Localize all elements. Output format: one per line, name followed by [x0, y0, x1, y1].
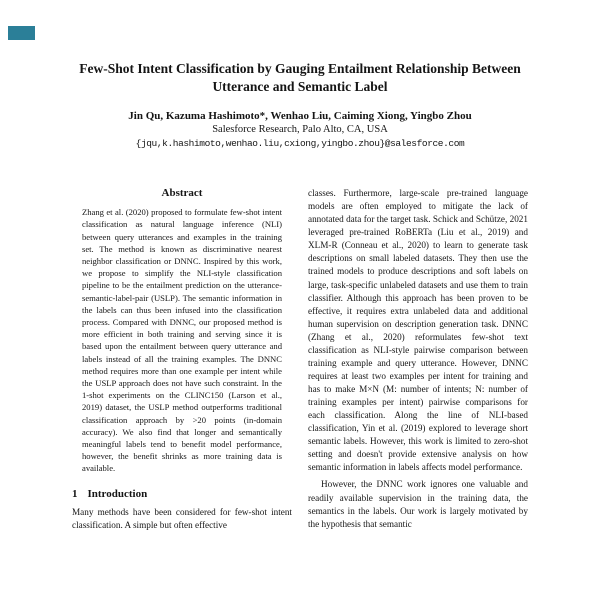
introduction-text: Many methods have been considered for few-shot intent classification. A simple but often effective	[72, 506, 292, 530]
author-emails: {jqu,k.hashimoto,wenhao.liu,cxiong,yingbo.zhou}@salesforce.com	[135, 138, 465, 150]
body-paragraph: However, the DNNC work ignores one valuable and readily available supervision in the training data, the semantics in the labels. Our work is largely motivated by the hypothesis that semantic	[308, 479, 528, 529]
author-list: Jin Qu, Kazuma Hashimoto*, Wenhao Liu, Caiming Xiong, Yingbo Zhou	[128, 110, 472, 123]
abstract-text: Zhang et al. (2020) proposed to formulate few-shot intent classification as natural language inference (NLI) between query utterances and examples in the training set. The method is known as discriminative nearest neighbor classification or DNNC. Inspired by this work, we propose to simplify the NLI-style classification pipeline to be the entailment prediction on the utterance-semantic-label-pair (USLP). The semantic information in the labels can thus been infused into the classification process. Compared with DNNC, our proposed method is more efficient in both training and serving since it is based upon the entailment between query utterance and labels instead of all the training examples. The DNNC method requires more than one example per intent while the USLP approach does not have such constraint. In the 1-shot experiments on the CLINC150 (Larson et al., 2019) dataset, the USLP method outperforms traditional classification approach by >20 points (in-domain accuracy). We also find that longer and semantically meaningful labels tend to benefit model performance, however, the benefit shrinks as more training data is available.	[82, 207, 282, 474]
paper-title: Few-Shot Intent Classification by Gauging Entailment Relationship Between Utterance and Semantic Label	[79, 61, 521, 94]
affiliation: Salesforce Research, Palo Alto, CA, USA	[212, 124, 388, 136]
two-column-body	[0, 187, 600, 532]
corner-badge	[8, 26, 35, 40]
section-number: 1	[72, 487, 78, 500]
section-heading-introduction	[72, 488, 292, 500]
right-column	[308, 187, 528, 532]
section-title: Introduction	[87, 487, 148, 500]
left-column	[72, 187, 292, 532]
abstract-heading: Abstract	[161, 187, 203, 200]
body-paragraph: classes. Furthermore, large-scale pre-trained language models are often employed to mitigate the lack of annotated data for the target task. Schick and Schütze, 2021 leveraged pre-trained RoBERTa (Liu et al., 2019) and XLM-R (Conneau et al., 2020) to learn to generate task descriptions on small labeled datasets. They then use the trained models to produce descriptions and soft labels on large, task-specific unlabeled datasets and use them to train classifier. Although this approach has been proven to be effective, it requires extra unlabeled data and additional human supervision on description generation task. DNNC (Zhang et al., 2020) reformulates few-shot text classification as NLI-style pairwise comparison between training example and query utterance. However, DNNC requires at least two examples per intent for training and has to make M×N (M: number of intents; N: number of training examples per intent) pairwise comparisons for each classification. Along the line of NLI-based classification, Yin et al. (2019) explored to leverage short semantic labels. However, this work is limited to zero-shot setting and doesn't provide extensive analysis on how semantic information in labels affects model performance.	[308, 188, 528, 473]
paper-header	[0, 0, 600, 149]
